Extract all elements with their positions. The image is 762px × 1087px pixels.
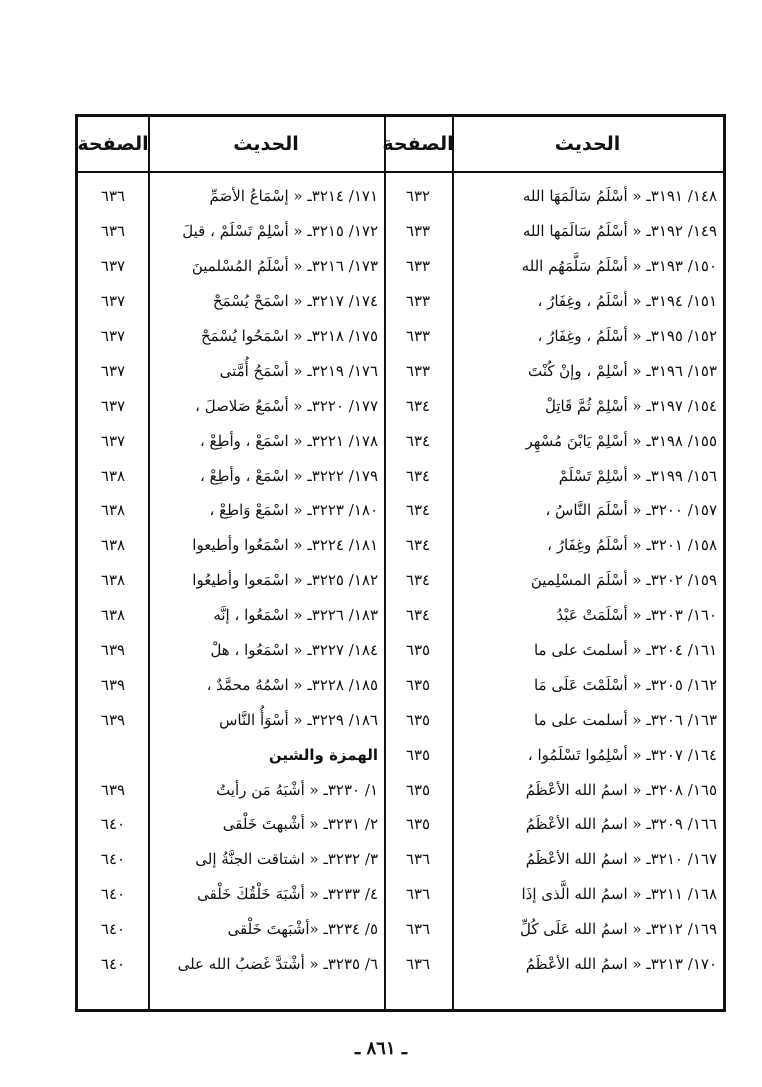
- page-number-cell: ٦٣٧: [100, 431, 126, 450]
- page-number-footer: ـ ٨٦١ ـ: [354, 1038, 408, 1059]
- table-row: ١٥٧/ ٣٢٠٠ـ « أسْلَمَ النَّاسُ ،: [545, 501, 717, 520]
- page-number-cell: ٦٣٥: [405, 641, 431, 660]
- page-number-cell: ٦٣٤: [405, 431, 431, 450]
- table-row: ١٦٧/ ٣٢١٠ـ « اسمُ الله الأعْظَمُ: [525, 850, 717, 869]
- table-row: ١٥٤/ ٣١٩٧ـ « أسْلِمْ ثُمَّ قَاتِلْ: [545, 396, 717, 415]
- table-row: ١٨٤/ ٣٢٢٧ـ « اسْمَعُوا ، هلْ: [210, 641, 378, 660]
- table-row: ٥/ ٣٢٣٤ـ «أشْبَهتَ خَلْقى: [227, 920, 378, 939]
- table-row: ١٥٢/ ٣١٩٥ـ « أسْلَمُ ، وغِفَارُ ،: [537, 327, 717, 345]
- table-row: ٤/ ٣٢٣٣ـ « أشْبَهَ خَلْقُكَ خَلْقى: [197, 885, 378, 904]
- table-row: ١٥٦/ ٣١٩٩ـ « أسْلِمْ تَسْلَمْ: [558, 466, 717, 485]
- table-row: ١٦٩/ ٣٢١٢ـ « اسمُ الله عَلَى كُلِّ: [519, 920, 717, 939]
- header-page-right: الصفحة: [382, 133, 454, 155]
- header-page-left: الصفحة: [77, 133, 149, 155]
- table-row: ١٧٧/ ٣٢٢٠ـ « أسْمَعُ صَلاصلَ ،: [195, 396, 378, 415]
- table-row: ١٨٥/ ٣٢٢٨ـ « اسْمُهُ محمَّدٌ ،: [206, 675, 378, 694]
- section-title: الهمزة والشين: [268, 745, 378, 764]
- right-page-column: [384, 179, 452, 981]
- page-number-cell: ٦٣٩: [100, 675, 126, 694]
- page-number-cell: ٦٤٠: [100, 850, 126, 869]
- page-number-cell: ٦٣٧: [100, 327, 126, 345]
- left-hadith-column: [148, 179, 384, 981]
- page-number-cell: ٦٣٨: [100, 536, 126, 555]
- page-number-cell: ٦٣٩: [100, 780, 126, 799]
- page-number-cell: ٦٣٣: [405, 292, 431, 311]
- page-number-cell: ٦٣٥: [405, 780, 431, 799]
- page-number-cell: ٦٣٤: [405, 501, 431, 520]
- page-number-cell: ٦٣٣: [405, 257, 431, 276]
- page-number-cell: [78, 737, 148, 772]
- page-number-cell: ٦٣٩: [100, 710, 126, 729]
- page-number-cell: ٦٣٨: [100, 571, 126, 590]
- table-row: ١٧٩/ ٣٢٢٢ـ « اسْمَعْ ، وأطِعْ ،: [199, 466, 378, 485]
- table-row: ١٦٦/ ٣٢٠٩ـ « اسمُ الله الأعْظَمُ: [525, 815, 717, 834]
- table-row: ١٥٠/ ٣١٩٣ـ « أسْلَمُ سَلَّمَهُم الله: [521, 257, 717, 276]
- page-number-cell: ٦٣٧: [100, 396, 126, 415]
- page-number-cell: ٦٣٣: [405, 222, 431, 241]
- page-number-cell: ٦٤٠: [100, 815, 126, 834]
- table-row: ١٥٨/ ٣٢٠١ـ « أسْلَمُ وغِفَارُ ،: [547, 536, 717, 555]
- page-number-cell: ٦٣٨: [100, 466, 126, 485]
- table-row: ١٦١/ ٣٢٠٤ـ « أسلمتَ على ما: [533, 641, 717, 660]
- table-row: ١٨٣/ ٣٢٢٦ـ « اسْمَعُوا ، إنَّه: [213, 606, 378, 625]
- page-number-cell: ٦٣٥: [405, 745, 431, 764]
- page-number-cell: ٦٣٤: [405, 571, 431, 590]
- table-row: ١٦٥/ ٣٢٠٨ـ « اسمُ الله الأعْظَمُ: [525, 780, 717, 799]
- page-number-cell: ٦٣٧: [100, 257, 126, 276]
- page-number-cell: ٦٤٠: [100, 955, 126, 974]
- table-row: ١٧٤/ ٣٢١٧ـ « اسْمَحْ يُسْمَحْ: [212, 292, 378, 311]
- index-table: [75, 114, 726, 1012]
- table-row: ١٦٤/ ٣٢٠٧ـ « أسْلِمُوا تَسْلَمُوا ،: [527, 745, 717, 764]
- table-row: ١٧٥/ ٣٢١٨ـ « اسْمَحُوا يُسْمَحْ: [200, 327, 378, 345]
- table-row: ١٧٢/ ٣٢١٥ـ « أسْلِمْ تَسْلَمْ ، قيلَ: [182, 222, 378, 241]
- page-number-cell: ٦٣٤: [405, 606, 431, 625]
- page-number-cell: ٦٣٨: [100, 606, 126, 625]
- page-number-cell: ٦٣٦: [405, 920, 431, 939]
- page-number-cell: ٦٣٥: [405, 675, 431, 694]
- table-row: ١٦٨/ ٣٢١١ـ « اسمُ الله الَّذى إذَا: [521, 885, 717, 904]
- table-row: ١٨٠/ ٣٢٢٣ـ « اسْمَعْ وَاطِعْ ،: [209, 501, 378, 520]
- page-number-cell: ٦٣٣: [405, 327, 431, 345]
- table-row: ١٧٦/ ٣٢١٩ـ « أسْمَحُ أُمَّتى: [219, 361, 378, 380]
- right-hadith-column: [452, 179, 723, 981]
- table-row: ٢/ ٣٢٣١ـ « أشْبهتَ خَلْقى: [222, 815, 378, 834]
- page-number-cell: ٦٤٠: [100, 920, 126, 939]
- page-number-cell: ٦٣٦: [405, 850, 431, 869]
- table-row: ١٤٩/ ٣١٩٢ـ « أسْلَمُ سَالَمَها الله: [522, 222, 717, 241]
- table-row: ١٧٣/ ٣٢١٦ـ « أسْلَمُ المُسْلمينَ: [191, 257, 378, 276]
- page-number-cell: ٦٣٦: [100, 222, 126, 241]
- page-number-cell: ٦٣٧: [100, 292, 126, 311]
- table-row: ١٦٢/ ٣٢٠٥ـ « أسْلَمْتَ عَلَى مَا: [533, 675, 717, 694]
- page-number-cell: ٦٣٤: [405, 396, 431, 415]
- table-row: ١٨٢/ ٣٢٢٥ـ « اسْمَعوا وأطيعُوا: [192, 571, 378, 590]
- table-row: ١٥٩/ ٣٢٠٢ـ « أسْلَمَ المسْلِمينَ: [530, 571, 717, 590]
- table-row: ٦/ ٣٢٣٥ـ « أشْتدَّ غَضبُ الله على: [177, 955, 378, 974]
- table-row: ١٥١/ ٣١٩٤ـ « أسْلَمُ ، وغِفَارُ ،: [537, 292, 717, 311]
- page-number-cell: ٦٣٤: [405, 466, 431, 485]
- page-number-cell: ٦٣٣: [405, 361, 431, 380]
- table-row: ١٨٦/ ٣٢٢٩ـ « أسْوَأُ النَّاس: [219, 710, 378, 729]
- page-number-cell: ٦٣٧: [100, 361, 126, 380]
- table-row: ١٥٥/ ٣١٩٨ـ « أسْلِمْ يَابْنَ مُسْهِر: [525, 431, 717, 450]
- table-row: ١/ ٣٢٣٠ـ « أشْبَهُ مَن رأيتُ: [216, 780, 378, 799]
- left-page-column: [78, 179, 148, 981]
- table-row: ١٧١/ ٣٢١٤ـ « إسْمَاعُ الأصَمِّ: [209, 187, 378, 206]
- page-number-cell: ٦٣٥: [405, 815, 431, 834]
- table-row: ١٨١/ ٣٢٢٤ـ « اسْمَعُوا وأطيعوا: [192, 536, 378, 555]
- table-row: ١٦٠/ ٣٢٠٣ـ « أسْلَمَتْ عَبْدُ: [556, 606, 717, 625]
- page-number-cell: ٦٤٠: [100, 885, 126, 904]
- header-hadith-right: الحديث: [554, 133, 621, 155]
- table-row: ١٤٨/ ٣١٩١ـ « أسْلَمُ سَالَمَهَا الله: [522, 187, 717, 206]
- table-row: ١٧٨/ ٣٢٢١ـ « اسْمَعْ ، وأطِعْ ،: [199, 431, 378, 450]
- table-row: ٣/ ٣٢٣٢ـ « اشتاقت الجنَّةُ إلى: [195, 850, 378, 869]
- page-number-cell: ٦٣٩: [100, 641, 126, 660]
- header-divider: [78, 171, 723, 173]
- table-row: ١٥٣/ ٣١٩٦ـ « أسْلِمْ ، وإنْ كُنْتَ: [528, 361, 717, 380]
- table-row: ١٧٠/ ٣٢١٣ـ « اسمُ الله الأعْظَمُ: [525, 955, 717, 974]
- page-number-cell: ٦٣٨: [100, 501, 126, 520]
- page-number-cell: ٦٣٦: [405, 885, 431, 904]
- page-number-cell: ٦٣٦: [100, 187, 126, 206]
- table-row: ١٦٣/ ٣٢٠٦ـ « أسلمت على ما: [533, 710, 717, 729]
- header-hadith-left: الحديث: [233, 133, 299, 155]
- page-number-cell: ٦٣٦: [405, 955, 431, 974]
- page-number-cell: ٦٣٢: [405, 187, 431, 206]
- page-number-cell: ٦٣٥: [405, 710, 431, 729]
- page-number-cell: ٦٣٤: [405, 536, 431, 555]
